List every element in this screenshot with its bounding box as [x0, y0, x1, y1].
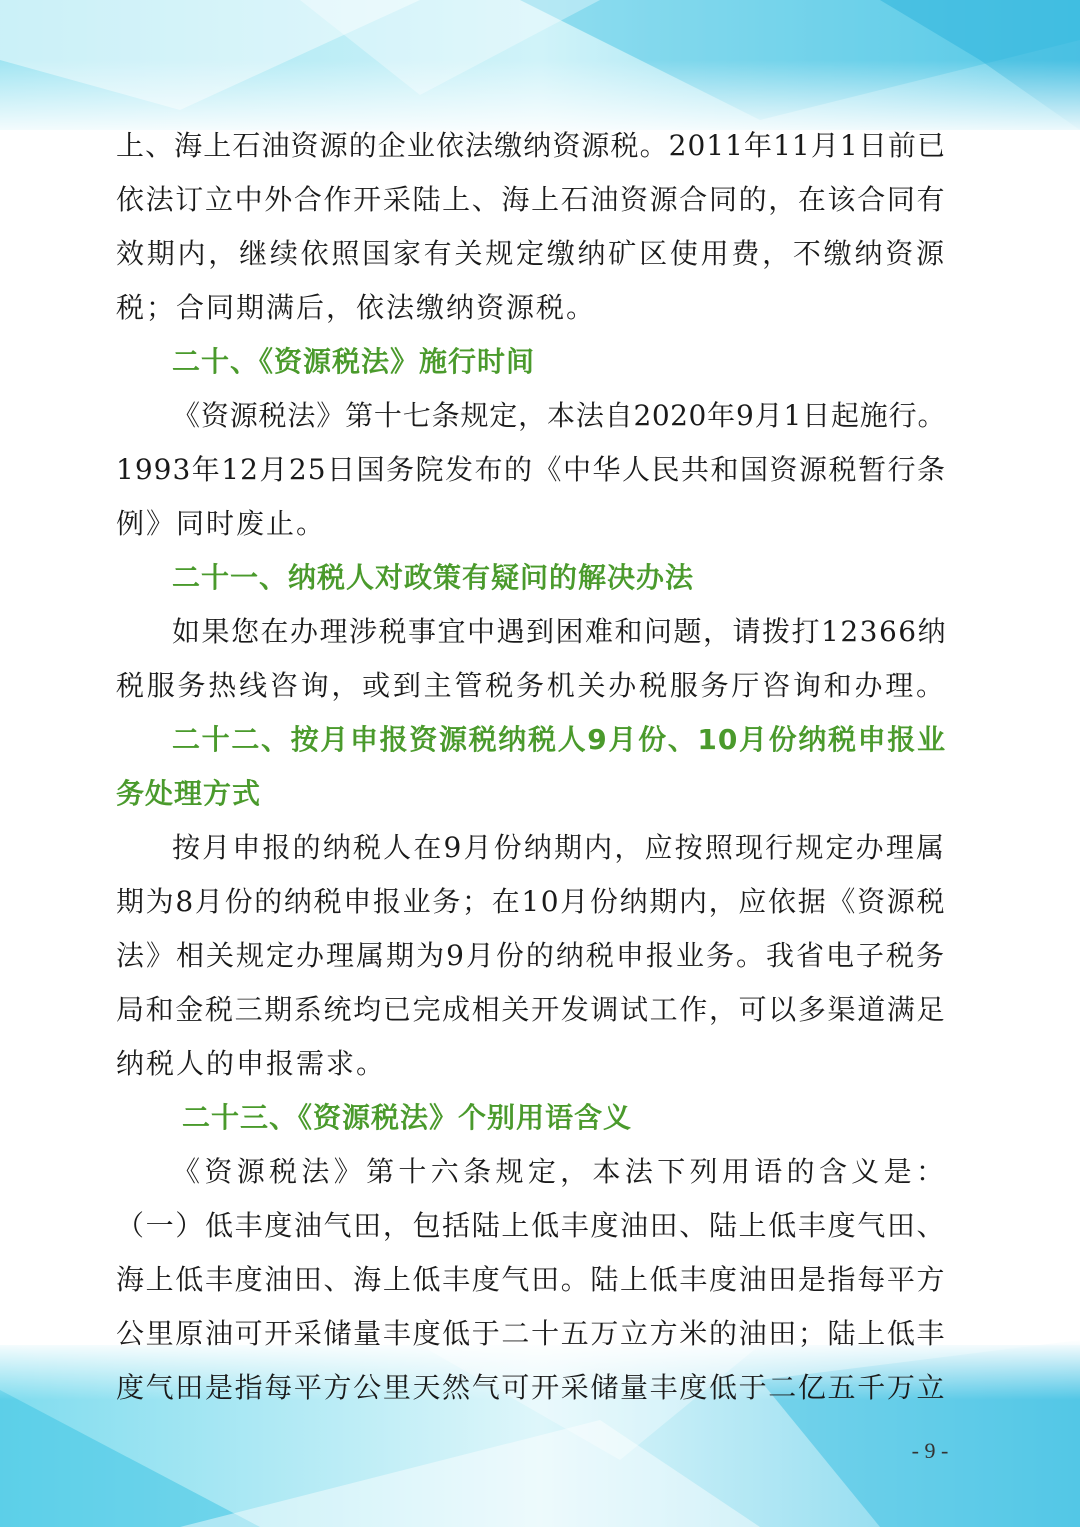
body-line: 按月申报的纳税人在9月份纳期内，应按照现行规定办理属: [172, 831, 946, 864]
body-line: 上、海上石油资源的企业依法缴纳资源税。2011年11月1日前已: [116, 129, 946, 162]
body-line: 如果您在办理涉税事宜中遇到困难和问题，请拨打12366纳: [172, 615, 948, 648]
page-number: - 9 -: [911, 1438, 949, 1463]
section-heading: 二十、《资源税法》施行时间: [172, 345, 536, 378]
body-line: 1993年12月25日国务院发布的《中华人民共和国资源税暂行条: [116, 453, 946, 486]
body-line: 《资源税法》第十六条规定，本法下列用语的含义是：: [172, 1155, 946, 1188]
body-line: 海上低丰度油田、海上低丰度气田。陆上低丰度油田是指每平方: [116, 1263, 946, 1296]
body-line: 纳税人的申报需求。: [116, 1047, 387, 1080]
section-heading: 二十二、按月申报资源税纳税人9月份、10月份纳税申报业: [172, 723, 946, 756]
body-line: 税服务热线咨询，或到主管税务机关办税服务厅咨询和办理。: [116, 669, 946, 702]
body-line: 依法订立中外合作开采陆上、海上石油资源合同的，在该合同有: [116, 183, 946, 216]
body-line: 法》相关规定办理属期为9月份的纳税申报业务。我省电子税务: [116, 939, 946, 972]
body-line: 效期内，继续依照国家有关规定缴纳矿区使用费，不缴纳资源: [116, 237, 946, 270]
body-line: 度气田是指每平方公里天然气可开采储量丰度低于二亿五千万立: [116, 1371, 946, 1404]
body-line: （一）低丰度油气田，包括陆上低丰度油田、陆上低丰度气田、: [116, 1209, 946, 1242]
body-line: 税；合同期满后，依法缴纳资源税。: [116, 291, 597, 324]
section-heading: 务处理方式: [116, 777, 262, 810]
body-line: 局和金税三期系统均已完成相关开发调试工作，可以多渠道满足: [116, 993, 946, 1026]
section-heading: 二十一、纳税人对政策有疑问的解决办法: [172, 561, 695, 594]
body-line: 公里原油可开采储量丰度低于二十五万立方米的油田；陆上低丰: [116, 1317, 946, 1350]
body-line: 《资源税法》第十七条规定，本法自2020年9月1日起施行。: [172, 399, 946, 432]
section-heading: 二十三、《资源税法》个别用语含义: [182, 1101, 633, 1134]
body-line: 例》同时废止。: [116, 507, 327, 540]
body-line: 期为8月份的纳税申报业务；在10月份纳期内，应依据《资源税: [116, 885, 946, 918]
